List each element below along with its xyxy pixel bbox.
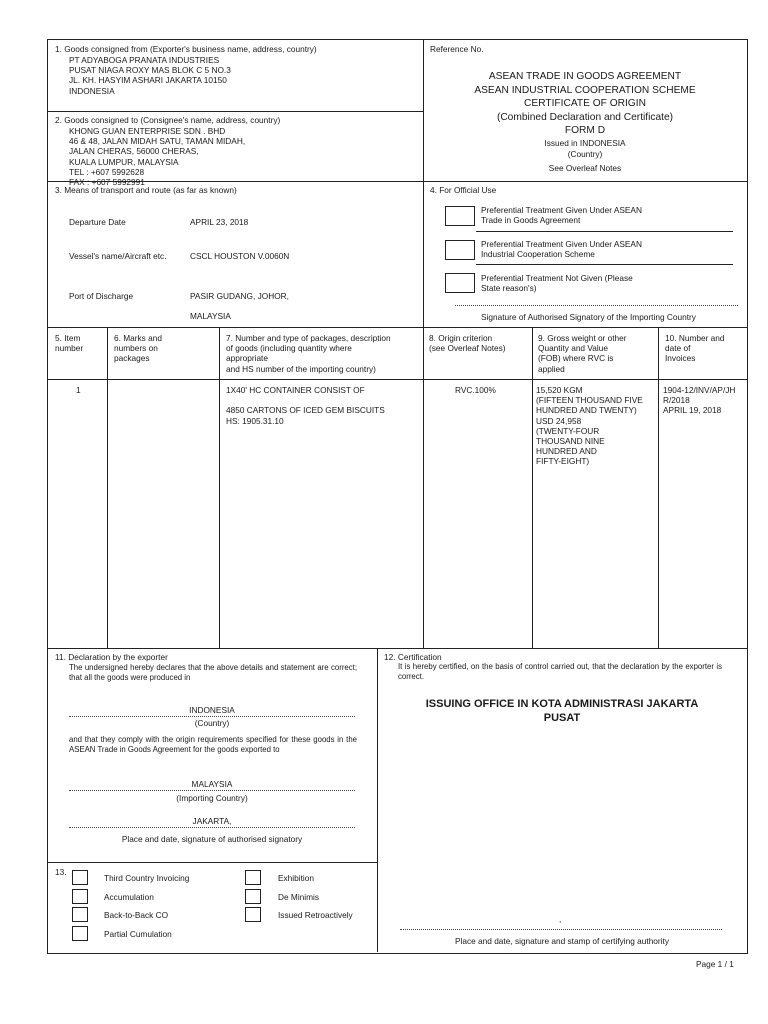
reference-label: Reference No. (430, 44, 484, 54)
vessel-value: CSCL HOUSTON V.0060N (190, 251, 290, 261)
importing-country: MALAYSIA (191, 779, 233, 789)
col-item-number: 5. Item number (55, 333, 84, 354)
official-use-option-3: Preferential Treatment Not Given (Please State reason's) (481, 273, 633, 294)
importing-country-line (69, 790, 355, 791)
row-description: 1X40' HC CONTAINER CONSIST OF 4850 CARTONS OF ICED GEM BISCUITS HS: 1905.31.10 (226, 385, 385, 426)
divider (47, 111, 423, 112)
col-marks: 6. Marks and numbers on packages (114, 333, 162, 364)
certifying-authority-line (400, 929, 722, 930)
official-use-checkbox-1[interactable] (445, 206, 475, 226)
declaration-text-1: The undersigned hereby declares that the above details and statement are correct; that all the goods were produced in (69, 663, 357, 682)
departure-date-label: Departure Date (69, 217, 126, 227)
divider (47, 862, 377, 863)
option-label: Exhibition (278, 873, 314, 883)
certification-text: It is hereby certified, on the basis of control carried out, that the declaration by the exporter is correct. (398, 662, 722, 681)
divider (476, 231, 733, 232)
signature-line (455, 305, 738, 306)
de-minimis-checkbox[interactable] (245, 889, 261, 904)
port-value: PASIR GUDANG, JOHOR, MALAYSIA (190, 291, 289, 322)
official-use-checkbox-3[interactable] (445, 273, 475, 293)
place-of-signing: JAKARTA, (192, 816, 232, 826)
certifying-authority-caption: Place and date, signature and stamp of certifying authority (454, 936, 669, 946)
importing-signatory-caption: Signature of Authorised Signatory of the Importing Country (481, 312, 696, 322)
option-label: De Minimis (278, 892, 320, 902)
box12-label: 12. Certification (384, 652, 442, 662)
box11-label: 11. Declaration by the exporter (55, 652, 168, 662)
official-use-checkbox-2[interactable] (445, 240, 475, 260)
certification-comma: , (559, 914, 562, 924)
box13-label: 13. (55, 867, 67, 877)
divider (107, 327, 108, 648)
divider (377, 648, 378, 952)
option-label: Third Country Invoicing (104, 873, 190, 883)
divider (47, 327, 747, 328)
port-label: Port of Discharge (69, 291, 134, 301)
issuing-office: ISSUING OFFICE IN KOTA ADMINISTRASI JAKARTA PUSAT (425, 698, 699, 724)
partial-cumulation-checkbox[interactable] (72, 926, 88, 941)
departure-date-value: APRIL 23, 2018 (190, 217, 249, 227)
option-label: Accumulation (104, 892, 154, 902)
signatory-caption: Place and date, signature of authorised signatory (121, 834, 303, 844)
box2-label: 2. Goods consigned to (Consignee's name, address, country) (55, 115, 281, 125)
option-label: Partial Cumulation (104, 929, 172, 939)
divider (47, 648, 747, 649)
row-gross-weight: 15,520 KGM (FIFTEEN THOUSAND FIVE HUNDRED AND TWENTY) USD 24,958 (TWENTY-FOUR THOUSAND NINE HUNDRED AND FIFTY-EIGHT) (536, 385, 643, 467)
certificate-title: ASEAN TRADE IN GOODS AGREEMENT ASEAN INDUSTRIAL COOPERATION SCHEME CERTIFICATE OF ORIGIN (Combined Declaration and Certificate) FORM D (474, 71, 696, 136)
row-item-number: 1 (76, 385, 81, 395)
official-use-option-1: Preferential Treatment Given Under ASEAN Trade in Goods Agreement (481, 205, 642, 226)
issued-retroactively-checkbox[interactable] (245, 907, 261, 922)
box3-label: 3. Means of transport and route (as far as known) (55, 185, 237, 195)
country-caption: (Country) (194, 718, 230, 728)
produced-country: INDONESIA (189, 705, 235, 715)
divider (423, 327, 424, 648)
country-line (69, 716, 355, 717)
col-description: 7. Number and type of packages, description of goods (including quantity where appropriate and HS number of the importing country) (226, 333, 391, 374)
col-invoices: 10. Number and date of Invoices (665, 333, 725, 364)
box1-label: 1. Goods consigned from (Exporter's business name, address, country) (55, 44, 317, 54)
see-overleaf-notes: See Overleaf Notes (548, 163, 622, 173)
third-country-invoicing-checkbox[interactable] (72, 870, 88, 885)
divider (658, 327, 659, 648)
consignee-details: KHONG GUAN ENTERPRISE SDN . BHD 46 & 48, JALAN MIDAH SATU, TAMAN MIDAH, JALAN CHERAS, 56000 CHERAS, KUALA LUMPUR, MALAYSIA TEL : +607 5992628 FAX : +607 5992991 (69, 126, 246, 188)
page-number: Page 1 / 1 (696, 959, 734, 969)
divider (47, 379, 747, 380)
accumulation-checkbox[interactable] (72, 889, 88, 904)
back-to-back-co-checkbox[interactable] (72, 907, 88, 922)
option-label: Issued Retroactively (278, 910, 353, 920)
col-gross-weight: 9. Gross weight or other Quantity and Value (FOB) where RVC is applied (538, 333, 627, 374)
box4-label: 4. For Official Use (430, 185, 497, 195)
row-origin-criterion: RVC.100% (455, 385, 496, 395)
exporter-details: PT ADYABOGA PRANATA INDUSTRIES PUSAT NIAGA ROXY MAS BLOK C 5 NO.3 JL. KH. HASYIM ASHARI JAKARTA 10150 INDONESIA (69, 55, 231, 96)
declaration-text-2: and that they comply with the origin requirements specified for these goods in the ASEAN Trade in Goods Agreement for the goods exported to (69, 735, 357, 754)
divider (532, 327, 533, 648)
signatory-line (69, 827, 355, 828)
exhibition-checkbox[interactable] (245, 870, 261, 885)
issued-in-country-caption: (Country) (567, 149, 603, 159)
importing-country-caption: (Importing Country) (176, 793, 248, 803)
issued-in: Issued in INDONESIA (544, 138, 626, 148)
vessel-label: Vessel's name/Aircraft etc. (69, 251, 167, 261)
divider (219, 327, 220, 648)
option-label: Back-to-Back CO (104, 910, 169, 920)
row-invoice: 1904-12/INV/AP/JH R/2018 APRIL 19, 2018 (663, 385, 736, 416)
official-use-option-2: Preferential Treatment Given Under ASEAN Industrial Cooperation Scheme (481, 239, 642, 260)
col-origin-criterion: 8. Origin criterion (see Overleaf Notes) (429, 333, 506, 354)
divider (476, 264, 733, 265)
